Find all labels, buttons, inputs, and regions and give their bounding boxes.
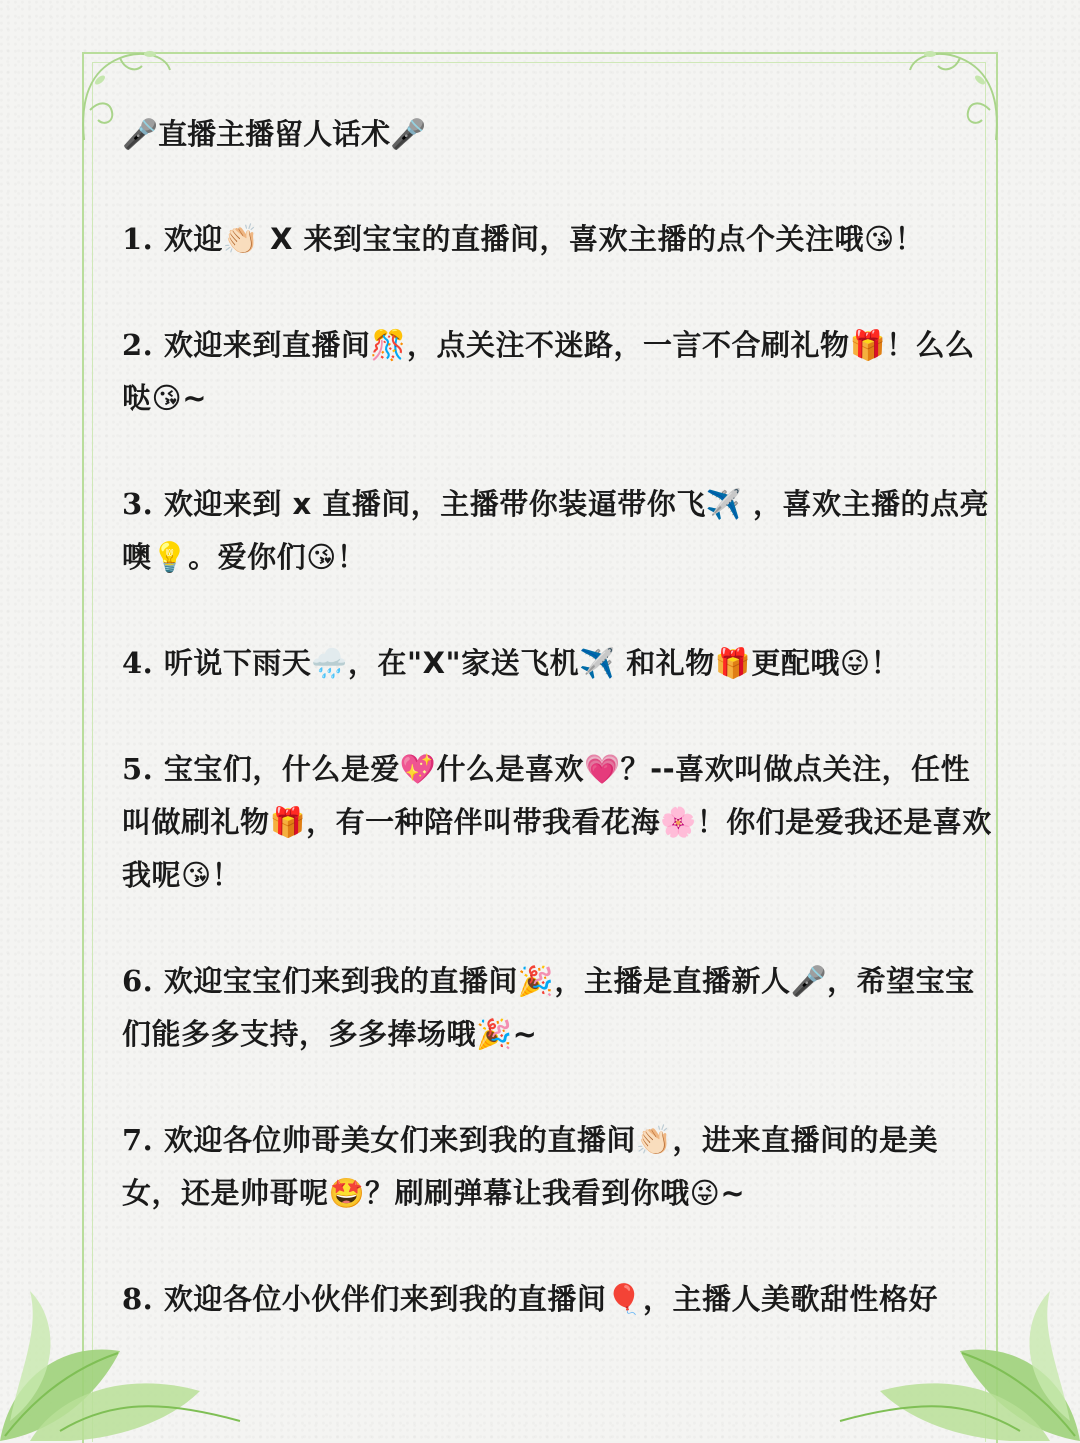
leaves-decoration-icon — [0, 1271, 260, 1441]
item-number: 2. — [122, 328, 154, 362]
list-item — [122, 478, 992, 584]
list-item — [122, 637, 992, 690]
item-number: 8. — [122, 1282, 154, 1316]
leaves-decoration-icon — [820, 1271, 1080, 1441]
item-text: 听说下雨天🌧️，在"X"家送飞机✈️ 和礼物🎁更配哦😜！ — [163, 646, 901, 680]
list-item — [122, 1114, 992, 1220]
item-text: 宝宝们，什么是爱💖什么是喜欢💗？--喜欢叫做点关注，任性叫做刷礼物🎁，有一种陪伴叫带我看花海🌸！你们是爱我还是喜欢我呢😘！ — [122, 752, 992, 892]
list-item — [122, 213, 992, 266]
list-item — [122, 743, 992, 902]
item-text: 欢迎来到直播间🎊，点关注不迷路，一言不合刷礼物🎁！么么哒😘~ — [122, 328, 975, 415]
list-item — [122, 319, 992, 425]
item-number: 1. — [122, 222, 154, 256]
list-item — [122, 955, 992, 1061]
item-text: 欢迎各位小伙伴们来到我的直播间🎈，主播人美歌甜性格好 — [163, 1282, 939, 1316]
item-text: 欢迎来到 x 直播间，主播带你装逼带你飞✈️ ，喜欢主播的点亮噢💡。爱你们😘！ — [122, 487, 989, 574]
page-title: 🎤直播主播留人话术🎤 — [122, 117, 427, 151]
item-text: 欢迎宝宝们来到我的直播间🎉，主播是直播新人🎤，希望宝宝们能多多支持，多多捧场哦🎉~ — [122, 964, 975, 1051]
item-number: 6. — [122, 964, 154, 998]
document-body — [122, 108, 992, 1326]
item-text: 欢迎👏🏻 X 来到宝宝的直播间，喜欢主播的点个关注哦😘！ — [163, 222, 925, 256]
item-number: 3. — [122, 487, 154, 521]
item-number: 4. — [122, 646, 154, 680]
item-text: 欢迎各位帅哥美女们来到我的直播间👏🏻，进来直播间的是美女，还是帅哥呢🤩？刷刷弹幕让我看到你哦😜~ — [122, 1123, 939, 1210]
item-number: 7. — [122, 1123, 154, 1157]
item-number: 5. — [122, 752, 154, 786]
